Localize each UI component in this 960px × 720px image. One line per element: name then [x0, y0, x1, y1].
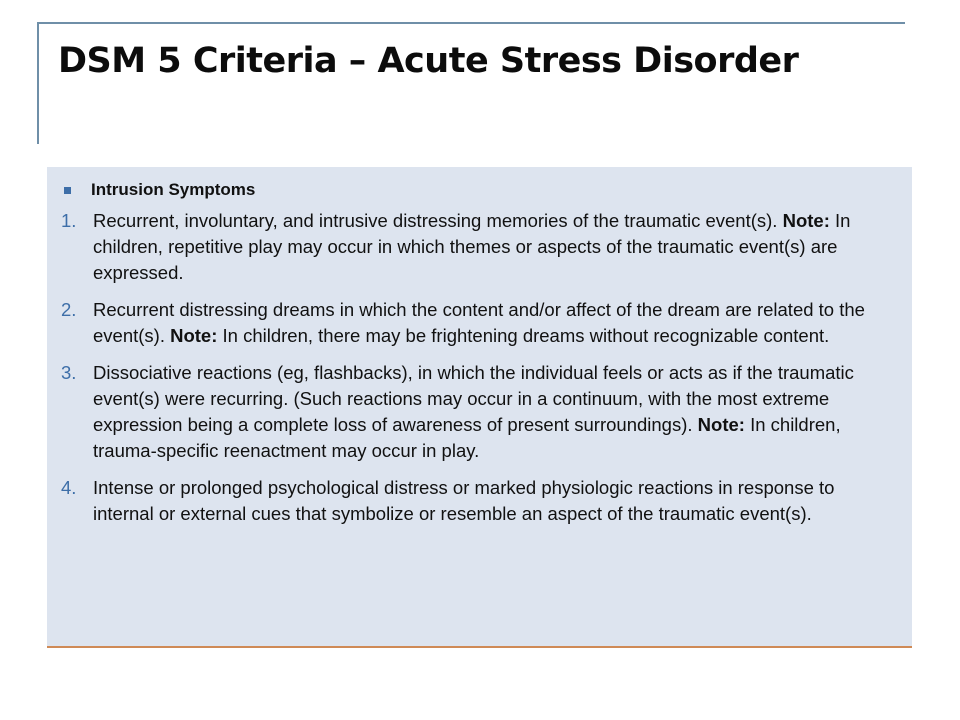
item-number: 2.	[61, 299, 77, 320]
list-item	[61, 475, 890, 527]
list-item	[61, 360, 890, 464]
note-text: In children, trauma-specific reenactment may occur in play.	[93, 414, 841, 461]
item-text	[93, 360, 890, 464]
item-body: Recurrent distressing dreams in which the content and/or affect of the dream are related to the event(s).	[93, 299, 865, 346]
slide-title: DSM 5 Criteria – Acute Stress Disorder	[58, 41, 799, 81]
list-item	[61, 297, 890, 349]
criteria-list	[61, 208, 890, 527]
note-label: Note:	[782, 210, 830, 231]
item-number: 3.	[61, 362, 77, 383]
item-text	[93, 297, 890, 349]
note-label: Note:	[170, 325, 218, 346]
note-label: Note:	[697, 414, 745, 435]
section-heading	[61, 180, 890, 200]
note-text: In children, repetitive play may occur in which themes or aspects of the traumatic event(s) are expressed.	[93, 210, 851, 283]
item-body: Intense or prolonged psychological distress or marked physiologic reactions in response to internal or external cues that symbolize or resemble an aspect of the traumatic event(s).	[93, 477, 835, 524]
bottom-rule	[47, 646, 912, 648]
item-number: 1.	[61, 210, 77, 231]
list-item	[61, 208, 890, 286]
frame-top-line	[37, 22, 905, 24]
note-text: In children, there may be frightening dreams without recognizable content.	[222, 325, 830, 346]
square-bullet-icon	[64, 187, 71, 194]
item-text	[93, 475, 890, 527]
item-body: Dissociative reactions (eg, flashbacks), in which the individual feels or acts as if the traumatic event(s) were recurring. (Such reactions may occur in a continuum, with the most extreme expression being a complete loss of awareness of present surroundings).	[93, 362, 854, 435]
frame-left-line	[37, 22, 39, 144]
item-text	[93, 208, 890, 286]
criteria-box	[47, 167, 912, 646]
item-body: Recurrent, involuntary, and intrusive distressing memories of the traumatic event(s).	[93, 210, 778, 231]
section-heading-text: Intrusion Symptoms	[91, 180, 256, 199]
item-number: 4.	[61, 477, 77, 498]
